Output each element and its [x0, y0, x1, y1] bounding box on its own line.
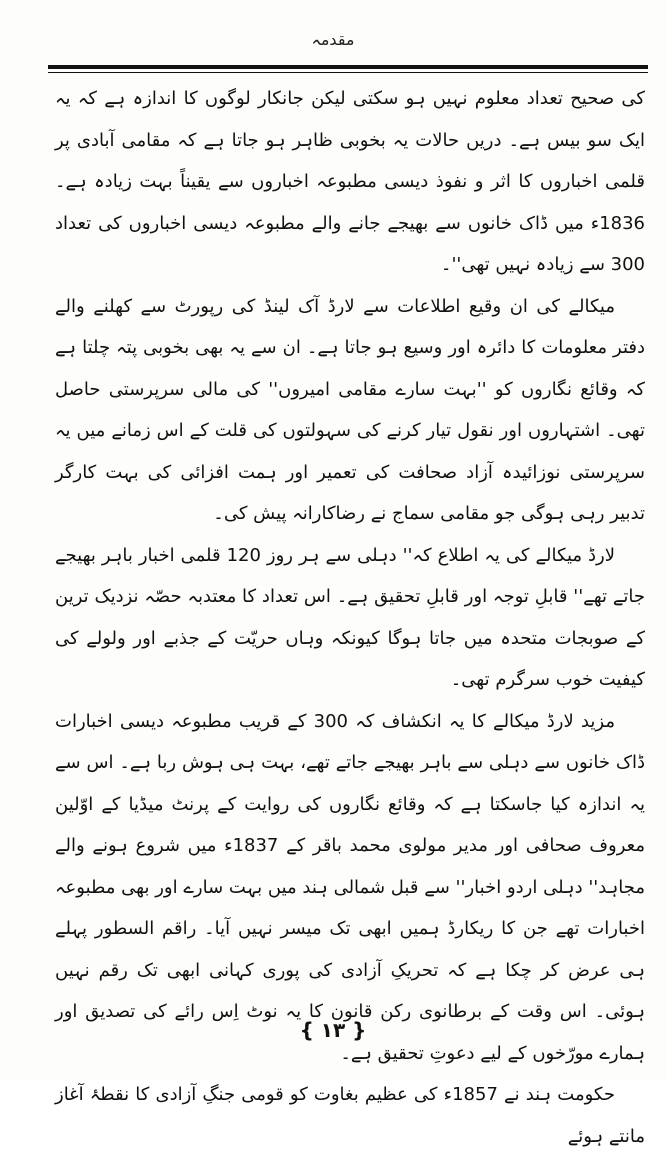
header-rule-thin — [48, 72, 648, 73]
paragraph-3: لارڈ میکالے کی یہ اطلاع کہ'' دہلی سے ہر روز 120 قلمی اخبار باہر بھیجے جاتے تھے'' قابلِ توجہ اور قابلِ تحقیق ہے۔ اس تعداد کا معتدبہ حصّہ نزدیک ترین کے صوبجات متحدہ میں جاتا ہوگا کیونکہ وہاں حریّت کے جذبے اور ولولے کی کیفیت خوب سرگرم تھی۔ — [55, 544, 645, 690]
header-rule-thick — [48, 65, 648, 69]
paragraph-2: میکالے کی ان وقیع اطلاعات سے لارڈ آک لینڈ کی رپورٹ سے کھلنے والے دفتر معلومات کا دائرہ اور وسیع ہو جاتا ہے۔ ان سے یہ بھی بخوبی پتہ چلتا ہے کہ وقائع نگاروں کو ''بہت سارے مقامی امیروں'' کی مالی سرپرستی حاصل تھی۔ اشتہاروں اور نقول تیار کرنے کی سہولتوں کی قلت کے اس زمانے میں یہ سرپرستی نوزائیدہ آزاد صحافت کی تعمیر اور ہمت افزائی کی بہت کارگر تدبیر رہی ہوگی جو مقامی سماج نے رضاکارانہ پیش کی۔ — [55, 295, 645, 524]
body-text — [55, 78, 645, 1157]
page-number: { ۱۳ } — [299, 1018, 367, 1042]
running-header: مقدمہ — [311, 30, 355, 49]
paragraph-5: حکومت ہند نے 1857ء کی عظیم بغاوت کو قومی جنگِ آزادی کا نقطۂ آغاز مانتے ہوئے — [55, 1084, 645, 1147]
paragraph-4: مزید لارڈ میکالے کا یہ انکشاف کہ 300 کے قریب مطبوعہ دیسی اخبارات ڈاک خانوں سے دہلی سے باہر بھیجے جاتے تھے، بہت ہی ہوش ربا ہے۔ اس سے یہ اندازہ کیا جاسکتا ہے کہ وقائع نگاروں کی روایت کے پرنٹ میڈیا کے اوّلین معروف صحافی اور مدیر مولوی محمد باقر کے 1837ء میں شروع ہونے والے مجاہد'' دہلی اردو اخبار'' سے قبل شمالی ہند میں بہت سارے اور بھی مطبوعہ اخبارات تھے جن کا ریکارڈ ہمیں ابھی تک میسر نہیں آیا۔ راقم السطور پہلے ہی عرض کر چکا ہے کہ تحریکِ آزادی کی پوری کہانی ابھی تک رقم نہیں ہوئی۔ اس وقت کے برطانوی رکن قانون کا یہ نوٹ اِس رائے کی تصدیق اور ہمارے مورّخوں کے لیے دعوتِ تحقیق ہے۔ — [55, 710, 645, 1064]
paragraph-1: کی صحیح تعداد معلوم نہیں ہو سکتی لیکن جانکار لوگوں کا اندازہ ہے کہ یہ ایک سو بیس ہے۔ دریں حالات یہ بخوبی ظاہر ہو جاتا ہے کہ مقامی آبادی پر قلمی اخباروں کا اثر و نفوذ دیسی مطبوعہ اخباروں سے یقیناً بہت زیادہ ہے۔ 1836ء میں ڈاک خانوں سے بھیجے جانے والے مطبوعہ دیسی اخباروں کی تعداد 300 سے زیادہ نہیں تھی''۔ — [55, 88, 645, 275]
